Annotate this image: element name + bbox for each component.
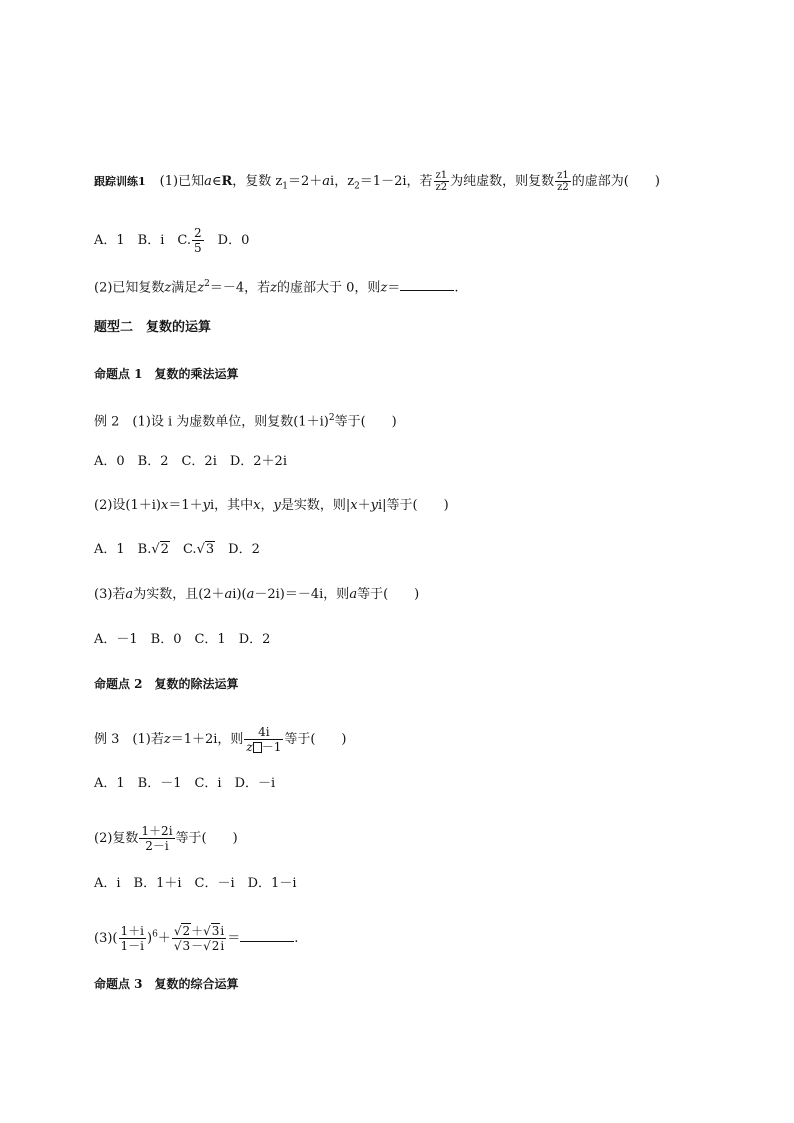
subsection-title-point1: 命题点 1 复数的乘法运算 [94,367,239,381]
section-title-type2: 题型二 复数的运算 [94,320,212,335]
fraction-z1-over-z2: $\frac{z1}{z2}$ [435,170,448,193]
fraction-4i-over-zbar-minus-1: $\frac{4i}{z -1}$ [246,725,282,754]
example3-question-3: (3)( $\frac{1+i}{1-i}$ )$^6$＋ $\frac{√2+√3i}{√3-√2i}$ ＝ . [94,924,299,953]
fraction-2-over-5: $\frac{2}{5}$ [194,226,202,255]
fraction-1plus2i-over-2minusi: $\frac{1+2i}{2-i}$ [141,824,173,853]
subsection-title-point3: 命题点 3 复数的综合运算 [94,977,239,991]
subsection-title-point2: 命题点 2 复数的除法运算 [94,677,239,691]
training-tag: 跟踪训练1 [94,175,146,188]
example2-options-3: A．－1 B．0 C．1 D．2 [94,632,271,647]
fraction-1plusi-over-1minusi: $\frac{1+i}{1-i}$ [120,924,144,953]
example3-question-1: 例 3 (1)若z＝1＋2i，则 $\frac{4i}{z -1}$ 等于( ) [94,725,347,754]
fraction-sqrt-expression: $\frac{√2+√3i}{√3-√2i}$ [173,924,225,953]
answer-blank-2[interactable] [240,929,294,942]
training-question-1: 跟踪训练1 (1)已知a∈R，复数 $z_1=2+ai$，$z_2=1-2i$，若 $\frac{z1}{z2}$ 为纯虚数，则复数 $\frac{z1}{z2}$ 的虚部为( ) [94,170,660,193]
sqrt-2: √2 [151,542,169,557]
example2-options-2: A．1 B.√2 C.√3 D．2 [94,540,260,560]
example2-question-2: (2)设(1＋i)x＝1＋yi，其中x，y是实数，则|x＋yi|等于( ) [94,498,449,513]
example3-question-2: (2)复数 $\frac{1+2i}{2-i}$ 等于( ) [94,824,238,853]
example2-options-1: A．0 B．2 C．2i D．2＋2i [94,454,287,469]
example3-options-1: A．1 B．－1 C．i D．－i [94,776,276,791]
sqrt-3: √3 [196,542,215,557]
example2-question-3: (3)若a为实数，且(2＋ai)(a－2i)＝－4i，则a等于( ) [94,587,420,602]
training-question-2: (2)已知复数z满足$z^2=-4$，若z的虚部大于 0，则z＝ . [94,279,459,296]
example2-question-1: 例 2 (1)设 i 为虚数单位，则复数$(1+i)^2$等于( ) [94,413,397,430]
answer-blank[interactable] [400,278,454,291]
training-options: A．1 B．i C. $\frac{2}{5}$ D．0 [94,226,250,255]
conjugate-bar-placeholder [253,742,262,753]
example3-options-2: A．i B．1＋i C．－i D．1－i [94,876,297,891]
fraction-z1-over-z2-second: $\frac{z1}{z2}$ [557,170,569,193]
